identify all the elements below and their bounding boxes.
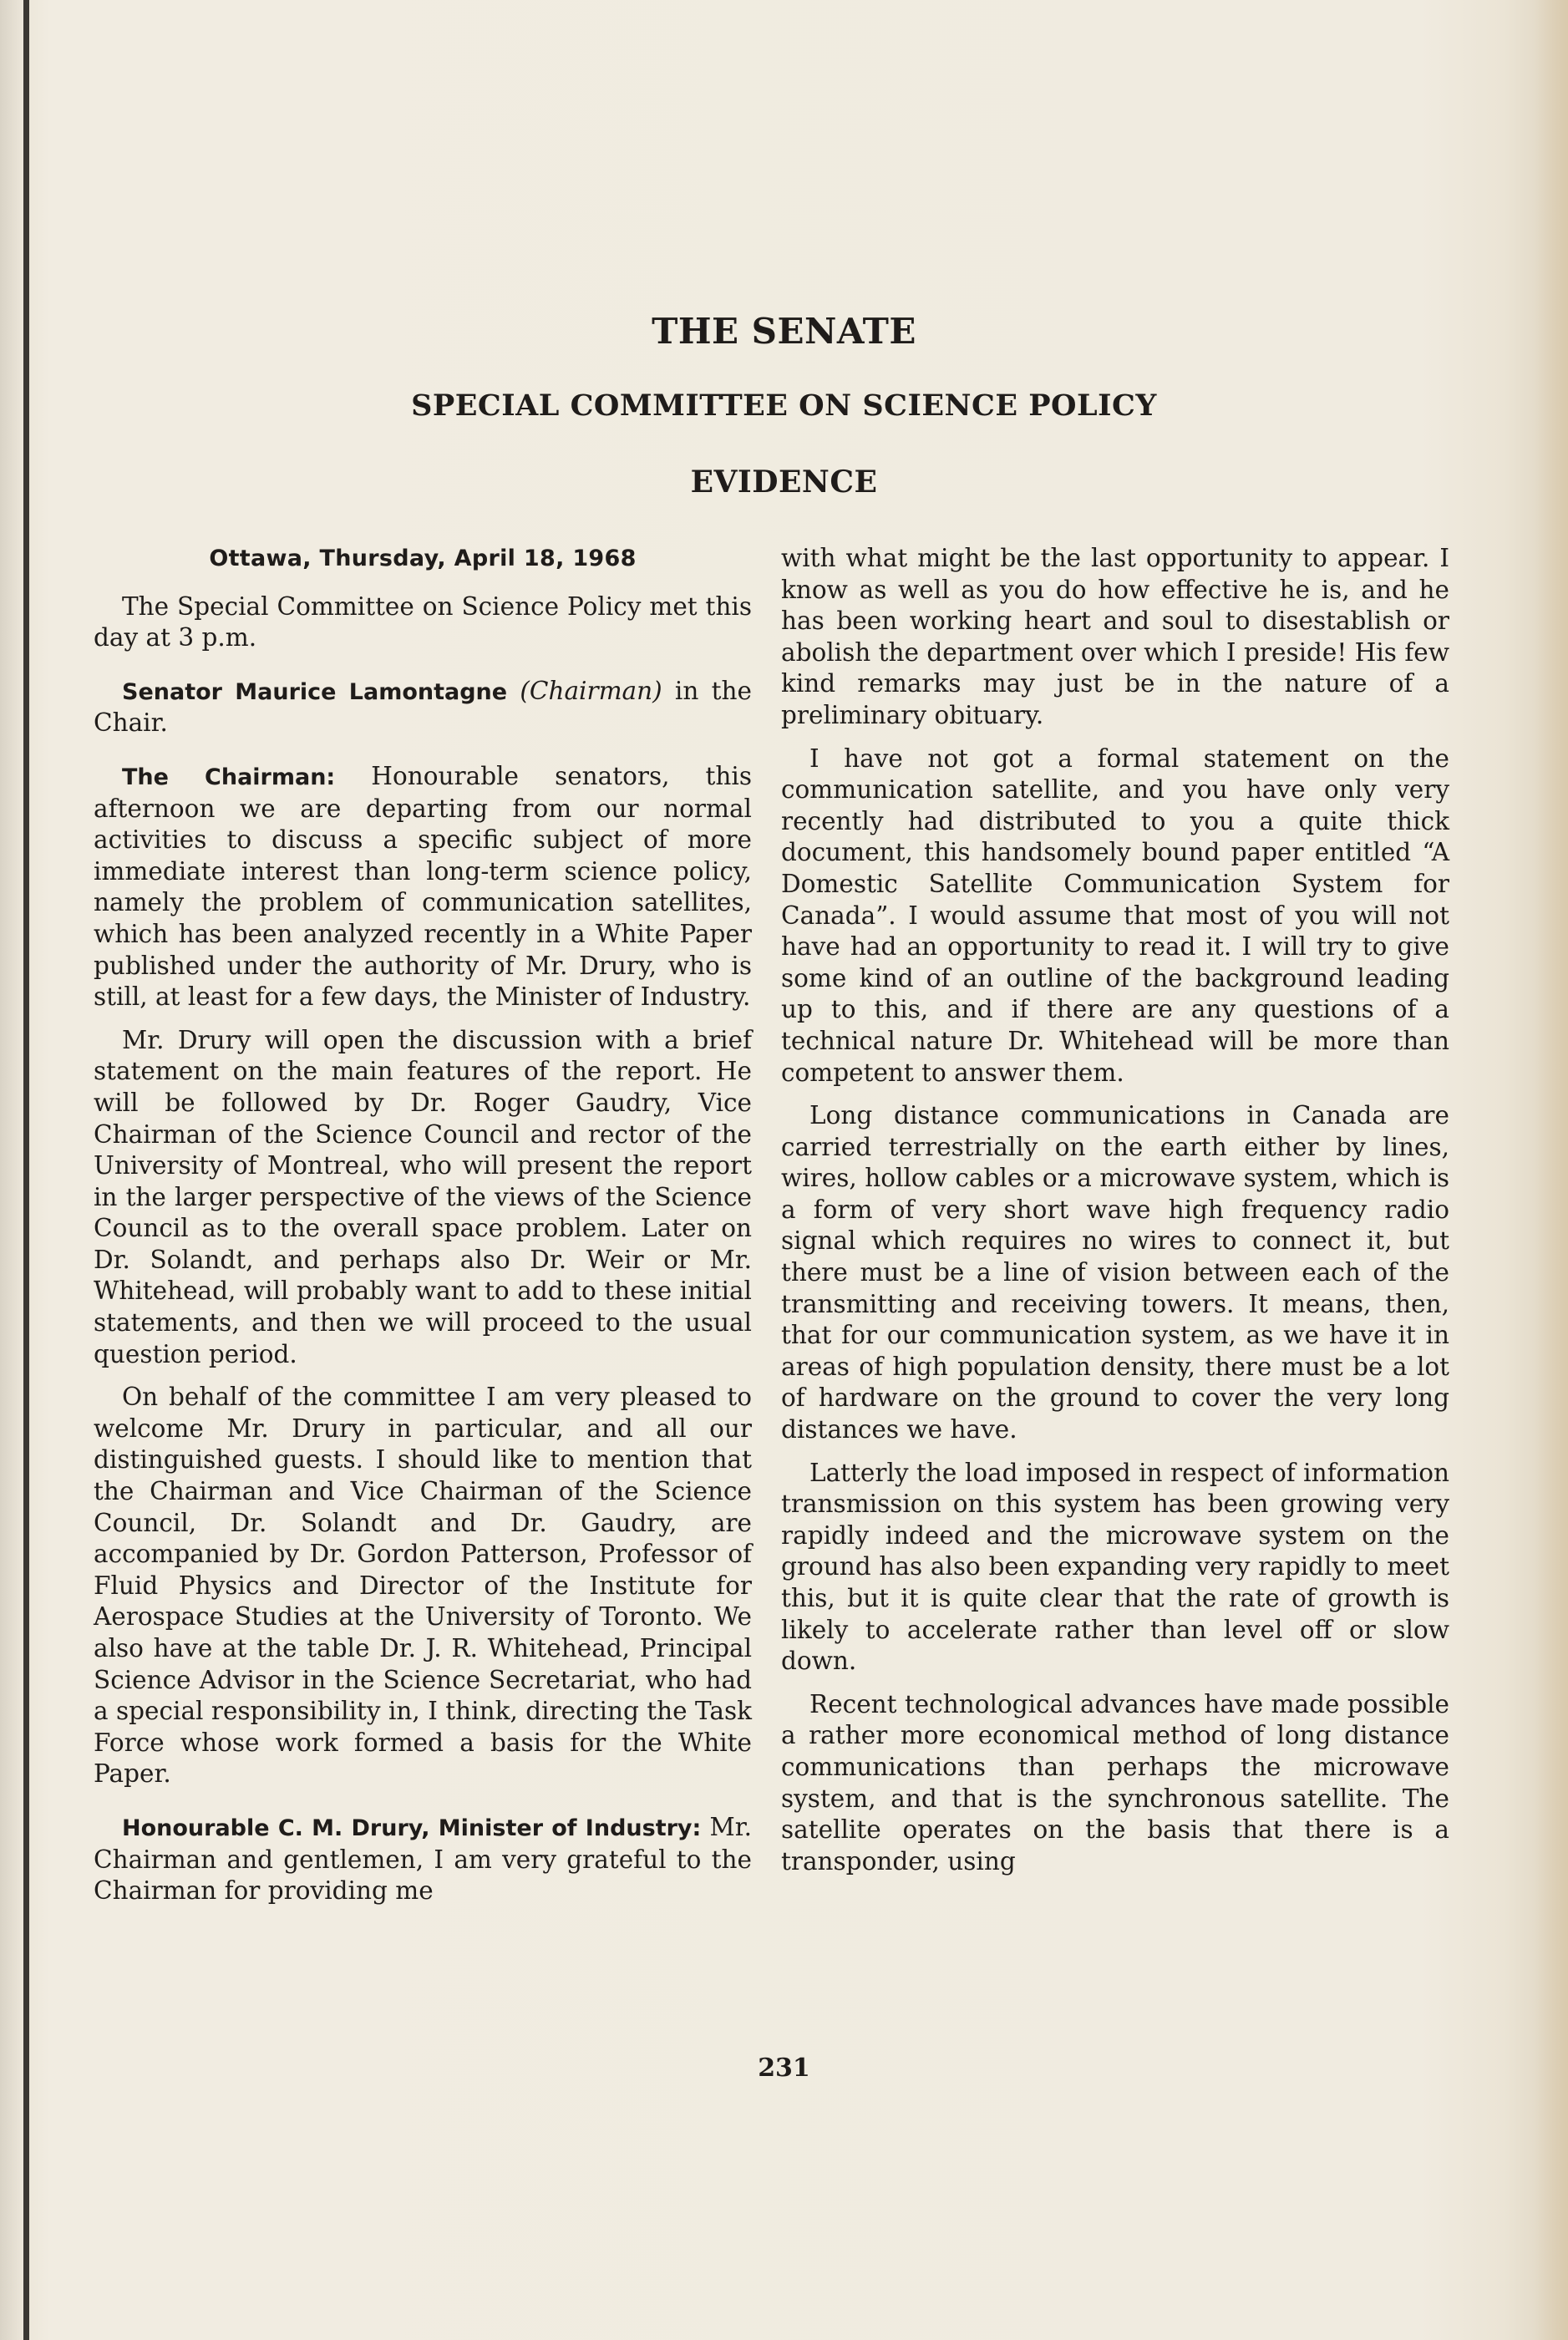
paragraph-drury-start [94, 1812, 752, 1907]
chair-name: Senator Maurice Lamontagne [122, 678, 508, 705]
paragraph-chairman-opening [94, 761, 752, 1013]
chair-tail: in the Chair. [94, 676, 752, 738]
dateline: Ottawa, Thursday, April 18, 1968 [209, 546, 637, 571]
left-column [94, 543, 752, 1919]
paragraph-long-distance: Long distance communications in Canada are carried terrestrially on the earth either by lines, wires, hollow cables or a microwave system, which is a form of very short wave high frequency radio signal which requires no wires to connect it, but there must be a line of vision between each of the transmitting and receiving towers. It means, then, that for our communication system, as we have it in areas of high population density, there must be a lot of hardware on the ground to cover the very long distances we have. [781, 1101, 1449, 1444]
speaker-chairman: The Chairman: [122, 764, 336, 790]
section-title: EVIDENCE [690, 464, 878, 500]
paragraph-latterly: Latterly the load imposed in respect of information transmission on this system has been growing very rapidly indeed and the microwave system on the ground has also been expanding very rapidly to meet this, but it is quite clear that the rate of growth is likely to accelerate rather than level off or slow down. [781, 1458, 1449, 1676]
paragraph-drury-intro: Mr. Drury will open the discussion with a brief statement on the main features of the report. He will be followed by Dr. Roger Gaudry, Vice Chairman of the Science Council and rector of the University of Montreal, who will present the report in the larger perspective of the views of the Science Council as to the overall space problem. Later on Dr. Solandt, and perhaps also Dr. Weir or Mr. Whitehead, will probably want to add to these initial statements, and then we will proceed to the usual question period. [94, 1025, 752, 1368]
paragraph-welcome: On behalf of the committee I am very pleased to welcome Mr. Drury in particular, and all our distinguished guests. I should like to mention that the Chairman and Vice Chairman of the Science Council, Dr. Solandt and Dr. Gaudry, are accompanied by Dr. Gordon Patterson, Professor of Fluid Physics and Director of the Institute for Aerospace Studies at the University of Toronto. We also have at the table Dr. J. R. Whitehead, Principal Science Advisor in the Science Secretariat, who had a special responsibility in, I think, directing the Task Force whose work formed a basis for the White Paper. [94, 1383, 752, 1789]
document-title: THE SENATE [652, 311, 916, 352]
paragraph-continuation: with what might be the last opportunity to appear. I know as well as you do how effective he is, and he has been working heart and soul to disestablish or abolish the department over which I preside! His few kind remarks may just be in the nature of a preliminary obituary. [781, 544, 1449, 729]
page-number: 231 [758, 2053, 810, 2083]
paragraph-meeting: The Special Committee on Science Policy met this day at 3 p.m. [94, 591, 752, 652]
committee-title: SPECIAL COMMITTEE ON SCIENCE POLICY [411, 388, 1157, 423]
chairman-opening-text: Honourable senators, this afternoon we are departing from our normal activities to discuss a specific subject of more immediate interest than long-term science policy, namely the problem of communication satellites, which has been analyzed recently in a White Paper published under the authority of Mr. Drury, who is still, at least for a few days, the Minister of Industry. [94, 761, 752, 1012]
paragraph-chair [94, 676, 752, 739]
right-column [781, 543, 1449, 1889]
paragraph-recent-advances: Recent technological advances have made possible a rather more economical method of long distance communications than perhaps the microwave system, and that is the synchronous satellite. The satellite operates on the basis that there is a transponder, using [781, 1689, 1449, 1876]
paragraph-formal-statement: I have not got a formal statement on the communication satellite, and you have only very recently had distributed to you a quite thick document, this handsomely bound paper entitled “A Domestic Satellite Communication System for Canada”. I would assume that most of you will not have had an opportunity to read it. I will try to give some kind of an outline of the background leading up to this, and if there are any questions of a technical nature Dr. Whitehead will be more than competent to answer them. [781, 744, 1449, 1087]
speaker-drury: Honourable C. M. Drury, Minister of Industry: [122, 1815, 702, 1841]
drury-start-text: Mr. Chairman and gentlemen, I am very grateful to the Chairman for providing me [94, 1812, 753, 1906]
chair-role: (Chairman) [520, 676, 662, 705]
